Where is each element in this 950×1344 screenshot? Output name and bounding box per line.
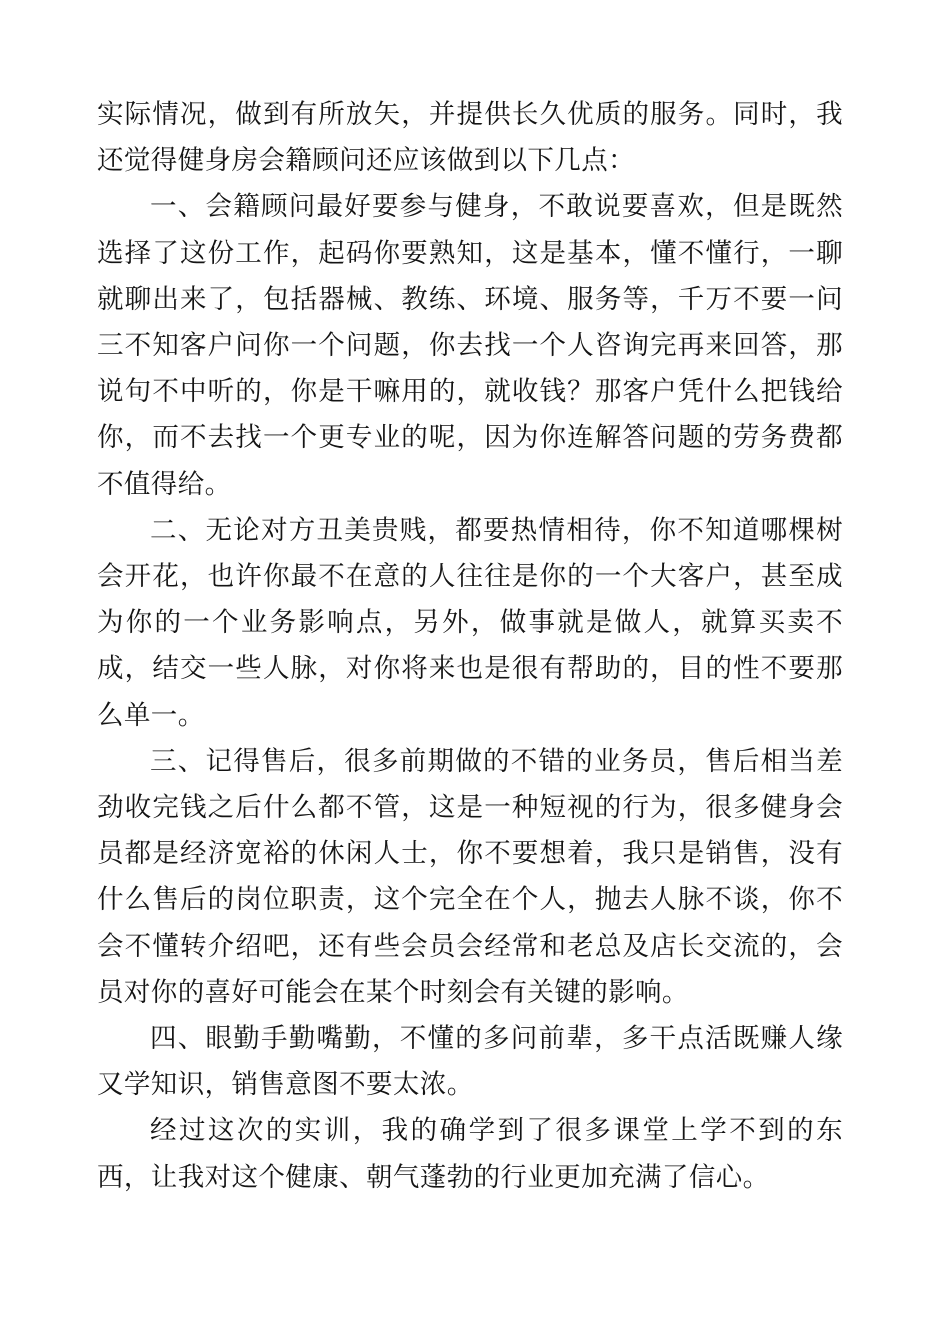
paragraph-point-four: 四、眼勤手勤嘴勤，不懂的多问前辈，多干点活既赚人缘又学知识，销售意图不要太浓。 [97, 1023, 843, 1101]
paragraph-point-one: 一、会籍顾问最好要参与健身，不敢说要喜欢，但是既然选择了这份工作，起码你要熟知，这是基本，懂不懂行，一聊就聊出来了，包括器械、教练、环境、服务等，千万不要一问三不知客户问你一个问题，你去找一个人咨询完再来回答，那说句不中听的，你是干嘛用的，就收钱？那客户凭什么把钱给你，而不去找一个更专业的呢，因为你连解答问题的劳务费都不值得给。 [97, 191, 843, 500]
paragraph-continuation: 实际情况，做到有所放矢，并提供长久优质的服务。同时，我还觉得健身房会籍顾问还应该做到以下几点： [97, 99, 843, 177]
paragraph-point-two: 二、无论对方丑美贵贱，都要热情相待，你不知道哪棵树会开花，也许你最不在意的人往往是你的一个大客户，甚至成为你的一个业务影响点，另外，做事就是做人，就算买卖不成，结交一些人脉，对你将来也是很有帮助的，目的性不要那么单一。 [97, 514, 843, 731]
paragraph-conclusion: 经过这次的实训，我的确学到了很多课堂上学不到的东西，让我对这个健康、朝气蓬勃的行业更加充满了信心。 [97, 1115, 843, 1193]
paragraph-point-three: 三、记得售后，很多前期做的不错的业务员，售后相当差劲收完钱之后什么都不管，这是一种短视的行为，很多健身会员都是经济宽裕的休闲人士，你不要想着，我只是销售，没有什么售后的岗位职责，这个完全在个人，抛去人脉不谈，你不会不懂转介绍吧，还有些会员会经常和老总及店长交流的，会员对你的喜好可能会在某个时刻会有关键的影响。 [97, 745, 843, 1008]
document-body [97, 92, 843, 1201]
